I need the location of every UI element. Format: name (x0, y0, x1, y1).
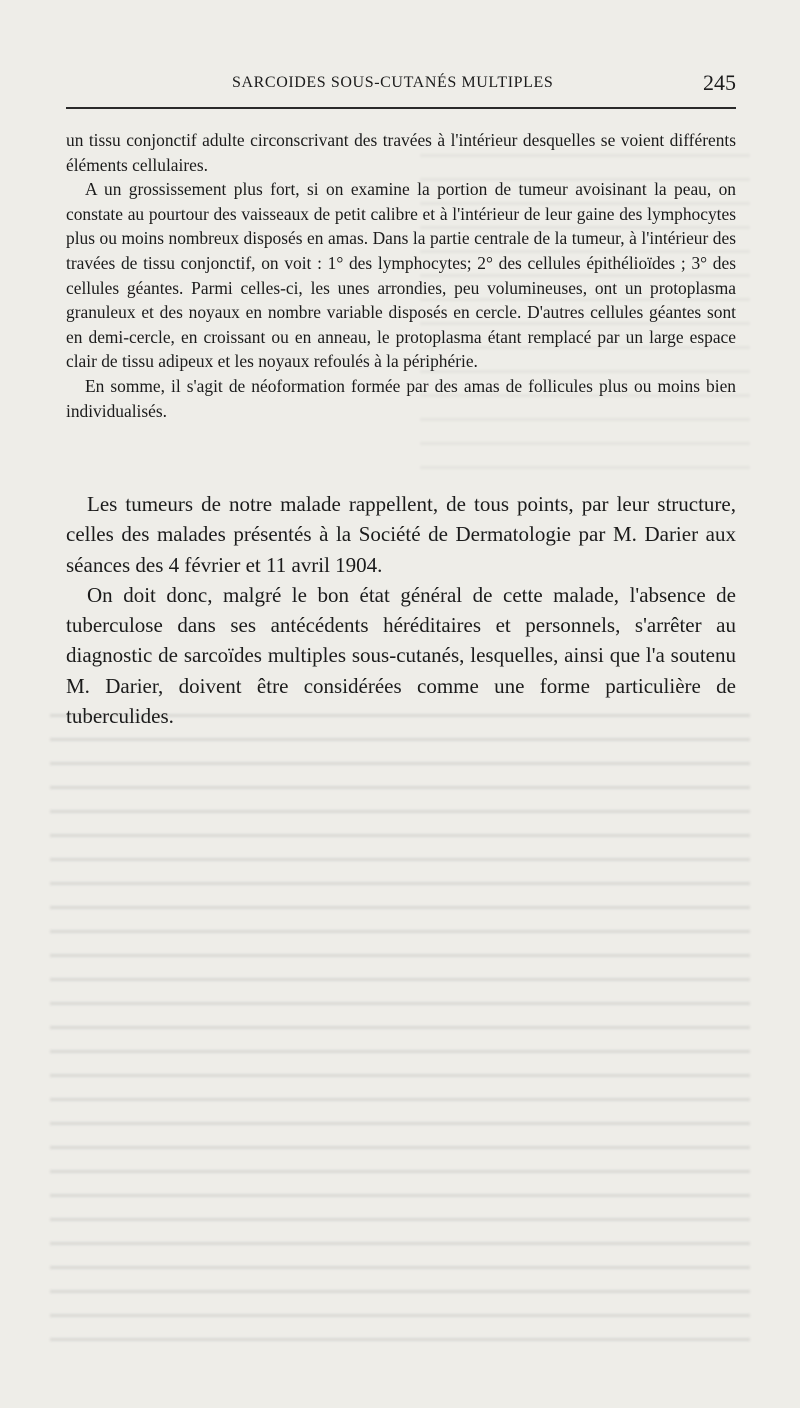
main-text-section (66, 489, 736, 731)
small-print-section (66, 128, 736, 423)
header-rule (66, 107, 736, 109)
paragraph: un tissu conjonctif adulte circonscrivant des travées à l'intérieur desquelles se voient différents éléments cellulaires. (66, 130, 736, 175)
show-through-texture (50, 700, 750, 1350)
paragraph: Les tumeurs de notre malade rappellent, de tous points, par leur structure, celles des malades présentés à la Société de Dermatologie par M. Darier aux séances des 4 février et 11 avril 1904. (66, 492, 736, 577)
page-header (66, 72, 736, 102)
page-number: 245 (703, 70, 736, 95)
paragraph: A un grossissement plus fort, si on examine la portion de tumeur avoisinant la peau, on constate au pourtour des vaisseaux de petit calibre et à l'intérieur de leur gaine des lymphocytes plus ou moins nombreux disposés en amas. Dans la partie centrale de la tumeur, à l'intérieur des travées de tissu conjonctif, on voit : 1° des lymphocytes; 2° des cellules épithélioïdes ; 3° des cellules géantes. Parmi celles-ci, les unes arrondies, peu volumineuses, ont un protoplasma granuleux et des noyaux en nombre variable disposés en cercle. D'autres cellules géantes sont en demi-cercle, en croissant ou en anneau, le protoplasma étant remplacé par un large espace clair de tissu adipeux et les noyaux refoulés à la périphérie. (66, 179, 736, 372)
paragraph: En somme, il s'agit de néoformation formée par des amas de follicules plus ou moins bien individualisés. (66, 375, 736, 421)
paragraph: On doit donc, malgré le bon état général de cette malade, l'absence de tuberculose dans ses antécédents héréditaires et personnels, s'arrêter au diagnostic de sarcoïdes multiples sous-cutanés, lesquelles, ainsi que l'a soutenu M. Darier, doivent être considérées comme une forme particulière de tuberculides. (66, 582, 736, 729)
running-title: SARCOIDES SOUS-CUTANÉS MULTIPLES (232, 74, 554, 91)
